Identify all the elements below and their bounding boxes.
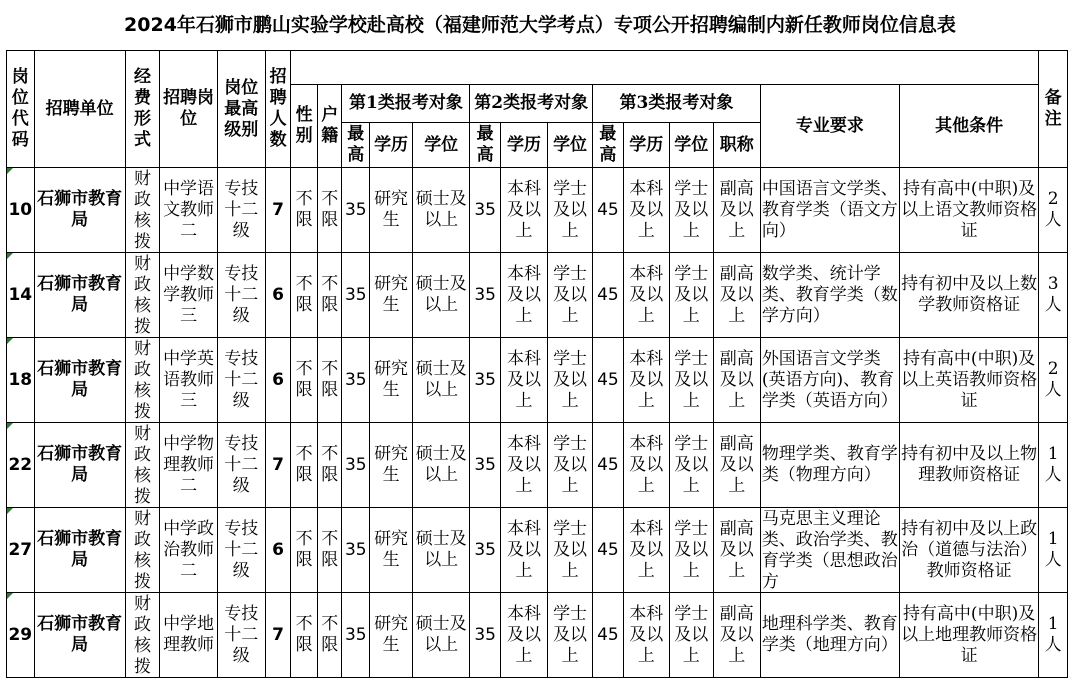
cell-remark: 2人 — [1039, 168, 1068, 253]
cell-major: 马克思主义理论类、政治学类、教育学类（思想政治方 — [761, 509, 898, 591]
cell-count: 7 — [265, 593, 291, 678]
cell-g3-age: 45 — [593, 423, 624, 508]
cell-position: 中学语文教师二 — [160, 168, 217, 253]
cell-major: 地理科学类、教育学类（地理方向） — [760, 593, 899, 678]
cell-g2-deg: 学士及以上 — [548, 168, 593, 253]
cell-major: 物理学类、教育学类（物理方向） — [760, 423, 899, 508]
cell-code: 14 — [7, 253, 35, 338]
cell-g3-edu: 本科及以上 — [623, 338, 669, 423]
cell-major: 数学类、统计学类、教育学类（数学方向） — [760, 253, 899, 338]
header-g2-deg: 学位 — [548, 123, 593, 168]
cell-count: 7 — [265, 423, 291, 508]
cell-household: 不限 — [317, 593, 342, 678]
cell-count: 6 — [265, 508, 291, 593]
cell-g2-deg: 学士及以上 — [548, 508, 593, 593]
cell-unit: 石狮市教育局 — [34, 168, 125, 253]
cell-g2-deg: 学士及以上 — [548, 253, 593, 338]
header-g3-title: 职称 — [713, 123, 760, 168]
cell-position: 中学英语教师三 — [160, 338, 217, 423]
cell-count: 6 — [265, 253, 291, 338]
header-count: 招聘人数 — [265, 51, 291, 168]
cell-g3-title: 副高及以上 — [713, 508, 760, 593]
cell-g1-deg: 硕士及以上 — [413, 168, 470, 253]
cell-code: 18 — [7, 338, 35, 423]
cell-gender: 不限 — [291, 253, 318, 338]
header-g1-deg: 学位 — [413, 123, 470, 168]
header-blank-top — [291, 51, 1039, 85]
table-row — [7, 593, 1068, 678]
cell-g2-age: 35 — [470, 338, 501, 423]
cell-g1-edu: 研究生 — [370, 508, 413, 593]
cell-g2-edu: 本科及以上 — [501, 168, 548, 253]
cell-major: 中国语言文学类、教育学类（语文方向） — [760, 168, 899, 253]
cell-other: 持有高中(中职)及以上地理教师资格证 — [899, 593, 1038, 678]
cell-gender: 不限 — [291, 338, 318, 423]
cell-funding: 财政核拨 — [125, 423, 160, 508]
cell-g3-deg: 学士及以上 — [669, 423, 713, 508]
cell-level: 专技十二级 — [217, 253, 265, 338]
cell-household: 不限 — [317, 508, 342, 593]
table-body — [7, 168, 1068, 678]
cell-level: 专技十二级 — [217, 508, 265, 593]
header-group1: 第1类报考对象 — [342, 85, 470, 123]
cell-g3-age: 45 — [593, 508, 624, 593]
header-unit: 招聘单位 — [34, 51, 125, 168]
cell-other: 持有初中及以上政治（道德与法治）教师资格证 — [899, 508, 1038, 593]
cell-code: 10 — [7, 168, 35, 253]
cell-g1-edu: 研究生 — [370, 593, 413, 678]
cell-g3-deg: 学士及以上 — [669, 253, 713, 338]
header-funding: 经费形式 — [125, 51, 160, 168]
cell-g2-age: 35 — [470, 168, 501, 253]
cell-g2-edu: 本科及以上 — [501, 338, 548, 423]
cell-g2-deg: 学士及以上 — [548, 593, 593, 678]
cell-position: 中学数学教师三 — [160, 253, 217, 338]
cell-g2-edu: 本科及以上 — [501, 253, 548, 338]
page-title: 2024年石狮市鹏山实验学校赴高校（福建师范大学考点）专项公开招聘编制内新任教师岗位信息表 — [124, 14, 956, 36]
cell-g3-edu: 本科及以上 — [623, 593, 669, 678]
cell-g3-deg: 学士及以上 — [669, 508, 713, 593]
cell-g1-age: 35 — [342, 253, 370, 338]
cell-position: 中学政治教师二 — [160, 508, 217, 593]
cell-g3-deg: 学士及以上 — [669, 168, 713, 253]
table-header — [7, 51, 1068, 168]
cell-g2-deg: 学士及以上 — [548, 338, 593, 423]
cell-unit: 石狮市教育局 — [34, 423, 125, 508]
cell-level: 专技十二级 — [217, 168, 265, 253]
cell-remark: 1人 — [1039, 508, 1068, 593]
cell-unit: 石狮市教育局 — [34, 338, 125, 423]
cell-level: 专技十二级 — [217, 338, 265, 423]
cell-g1-age: 35 — [342, 338, 370, 423]
cell-g2-edu: 本科及以上 — [501, 593, 548, 678]
header-g2-edu: 学历 — [501, 123, 548, 168]
cell-g1-deg: 硕士及以上 — [413, 423, 470, 508]
cell-gender: 不限 — [291, 593, 318, 678]
cell-g1-edu: 研究生 — [370, 338, 413, 423]
cell-g1-age: 35 — [342, 168, 370, 253]
header-other: 其他条件 — [899, 85, 1038, 168]
cell-funding: 财政核拨 — [125, 593, 160, 678]
cell-g3-age: 45 — [593, 593, 624, 678]
cell-other: 持有高中(中职)及以上英语教师资格证 — [899, 338, 1038, 423]
cell-g1-edu: 研究生 — [370, 253, 413, 338]
cell-remark: 1人 — [1039, 423, 1068, 508]
cell-household: 不限 — [317, 253, 342, 338]
header-g1-edu: 学历 — [370, 123, 413, 168]
cell-remark: 2人 — [1039, 338, 1068, 423]
cell-g2-age: 35 — [470, 253, 501, 338]
header-g2-age: 最高 — [470, 123, 501, 168]
cell-g1-deg: 硕士及以上 — [413, 593, 470, 678]
job-table — [6, 50, 1068, 678]
cell-g1-edu: 研究生 — [370, 168, 413, 253]
cell-other: 持有初中及以上物理教师资格证 — [899, 423, 1038, 508]
table-row — [7, 423, 1068, 508]
header-max-level: 岗位最高级别 — [217, 51, 265, 168]
cell-funding: 财政核拨 — [125, 168, 160, 253]
cell-g3-edu: 本科及以上 — [623, 168, 669, 253]
table-row — [7, 168, 1068, 253]
cell-g3-title: 副高及以上 — [713, 253, 760, 338]
cell-remark: 1人 — [1039, 593, 1068, 678]
header-post-code: 岗位代码 — [7, 51, 35, 168]
cell-g3-title: 副高及以上 — [713, 338, 760, 423]
cell-g2-edu: 本科及以上 — [501, 423, 548, 508]
header-position: 招聘岗位 — [160, 51, 217, 168]
header-g1-age: 最高 — [342, 123, 370, 168]
cell-g1-age: 35 — [342, 508, 370, 593]
cell-g3-deg: 学士及以上 — [669, 338, 713, 423]
cell-code: 29 — [7, 593, 35, 678]
cell-unit: 石狮市教育局 — [34, 508, 125, 593]
cell-g3-edu: 本科及以上 — [623, 508, 669, 593]
table-row — [7, 253, 1068, 338]
cell-other: 持有初中及以上数学教师资格证 — [899, 253, 1038, 338]
cell-g3-edu: 本科及以上 — [623, 253, 669, 338]
cell-position: 中学地理教师 — [160, 593, 217, 678]
cell-funding: 财政核拨 — [125, 508, 160, 593]
table-row — [7, 338, 1068, 423]
cell-household: 不限 — [317, 338, 342, 423]
cell-g2-age: 35 — [470, 593, 501, 678]
cell-g3-deg: 学士及以上 — [669, 593, 713, 678]
cell-g3-age: 45 — [593, 253, 624, 338]
header-g3-age: 最高 — [593, 123, 624, 168]
header-household: 户籍 — [317, 85, 342, 168]
cell-g2-edu: 本科及以上 — [501, 508, 548, 593]
header-g3-deg: 学位 — [669, 123, 713, 168]
cell-count: 7 — [265, 168, 291, 253]
cell-code: 22 — [7, 423, 35, 508]
cell-unit: 石狮市教育局 — [34, 253, 125, 338]
header-remark: 备注 — [1039, 51, 1068, 168]
cell-funding: 财政核拨 — [125, 253, 160, 338]
cell-gender: 不限 — [291, 508, 318, 593]
cell-g1-age: 35 — [342, 423, 370, 508]
cell-g3-edu: 本科及以上 — [623, 423, 669, 508]
cell-g3-title: 副高及以上 — [713, 423, 760, 508]
header-g3-edu: 学历 — [623, 123, 669, 168]
cell-code: 27 — [7, 508, 35, 593]
cell-position: 中学物理教师二 — [160, 423, 217, 508]
cell-household: 不限 — [317, 423, 342, 508]
cell-g1-deg: 硕士及以上 — [413, 508, 470, 593]
cell-funding: 财政核拨 — [125, 338, 160, 423]
cell-g3-age: 45 — [593, 338, 624, 423]
cell-major: 外国语言文学类(英语方向)、教育学类（英语方向） — [760, 338, 899, 423]
cell-gender: 不限 — [291, 423, 318, 508]
cell-g2-age: 35 — [470, 423, 501, 508]
header-major: 专业要求 — [760, 85, 899, 168]
cell-g1-deg: 硕士及以上 — [413, 253, 470, 338]
cell-level: 专技十二级 — [217, 423, 265, 508]
cell-g3-title: 副高及以上 — [713, 168, 760, 253]
cell-g1-age: 35 — [342, 593, 370, 678]
header-gender: 性别 — [291, 85, 318, 168]
cell-other: 持有高中(中职)及以上语文教师资格证 — [899, 168, 1038, 253]
cell-unit: 石狮市教育局 — [34, 593, 125, 678]
cell-gender: 不限 — [291, 168, 318, 253]
cell-remark: 3人 — [1039, 253, 1068, 338]
cell-g3-age: 45 — [593, 168, 624, 253]
cell-g1-edu: 研究生 — [370, 423, 413, 508]
header-group2: 第2类报考对象 — [470, 85, 593, 123]
cell-g2-deg: 学士及以上 — [548, 423, 593, 508]
header-group3: 第3类报考对象 — [593, 85, 761, 123]
cell-g2-age: 35 — [470, 508, 501, 593]
cell-level: 专技十二级 — [217, 593, 265, 678]
cell-household: 不限 — [317, 168, 342, 253]
cell-count: 6 — [265, 338, 291, 423]
cell-g1-deg: 硕士及以上 — [413, 338, 470, 423]
table-row — [7, 508, 1068, 593]
cell-g3-title: 副高及以上 — [713, 593, 760, 678]
